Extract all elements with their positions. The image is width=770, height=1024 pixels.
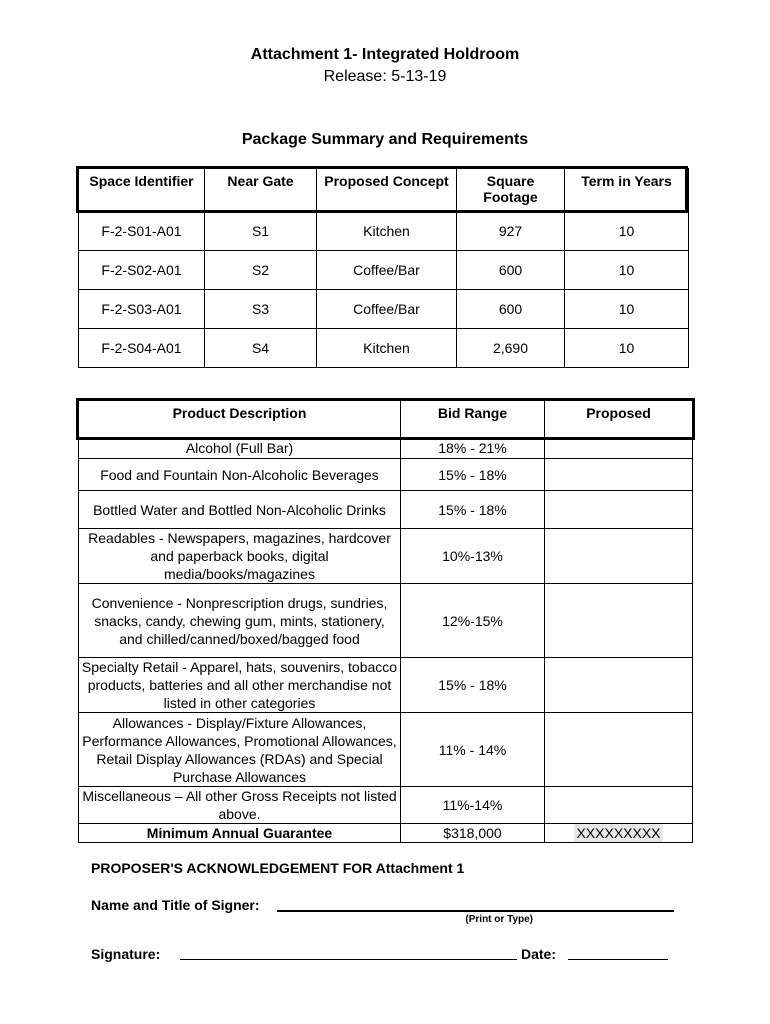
- section-title: Package Summary and Requirements: [241, 131, 529, 148]
- col-product-description: Product Description: [79, 401, 401, 438]
- cell: 11% - 14%: [401, 713, 545, 787]
- cell: 10: [565, 212, 689, 251]
- proposed-input-cell[interactable]: [545, 658, 693, 713]
- table-row: [79, 212, 689, 251]
- acknowledgement-heading: PROPOSER'S ACKNOWLEDGEMENT FOR Attachment 1: [91, 860, 465, 876]
- table-row: [79, 529, 693, 584]
- proposed-input-cell[interactable]: [545, 713, 693, 787]
- document-title: Attachment 1- Integrated Holdroom: [250, 46, 520, 63]
- cell: 600: [457, 251, 565, 290]
- cell: S1: [205, 212, 317, 251]
- table-row: [79, 787, 693, 824]
- cell: 10: [565, 290, 689, 329]
- cell: 15% - 18%: [401, 658, 545, 713]
- cell: 12%-15%: [401, 584, 545, 658]
- cell: Coffee/Bar: [317, 251, 457, 290]
- table-row: [79, 438, 693, 459]
- col-bid-range: Bid Range: [401, 401, 545, 438]
- cell: S3: [205, 290, 317, 329]
- signature-label: Signature:: [91, 946, 161, 962]
- minimum-guarantee-proposed: [545, 824, 693, 843]
- cell: S2: [205, 251, 317, 290]
- proposed-input-cell[interactable]: [545, 787, 693, 824]
- table-row: [79, 329, 689, 368]
- cell: Alcohol (Full Bar): [79, 438, 401, 459]
- table-row: [79, 713, 693, 787]
- cell: 11%-14%: [401, 787, 545, 824]
- table-row: [79, 251, 689, 290]
- col-term-in-years: Term in Years: [565, 169, 689, 212]
- col-space-identifier: Space Identifier: [79, 169, 205, 212]
- date-field[interactable]: [568, 959, 668, 960]
- table-row: [79, 290, 689, 329]
- cell: 10%-13%: [401, 529, 545, 584]
- table-row: [79, 459, 693, 491]
- cell: 927: [457, 212, 565, 251]
- spaces-header-row: [79, 169, 689, 212]
- cell: S4: [205, 329, 317, 368]
- col-near-gate: Near Gate: [205, 169, 317, 212]
- cell: 600: [457, 290, 565, 329]
- table-row: [79, 584, 693, 658]
- cell: 10: [565, 251, 689, 290]
- cell: F-2-S04-A01: [79, 329, 205, 368]
- cell: 2,690: [457, 329, 565, 368]
- date-label: Date:: [521, 946, 557, 962]
- cell: Miscellaneous – All other Gross Receipts not listed above.: [79, 787, 401, 824]
- spaces-table: [78, 168, 689, 368]
- products-table: [78, 400, 693, 843]
- col-square-footage: Square Footage: [457, 169, 565, 212]
- cell: 10: [565, 329, 689, 368]
- proposed-input-cell[interactable]: [545, 491, 693, 529]
- cell: Allowances - Display/Fixture Allowances, Performance Allowances, Promotional Allowances, Retail Display Allowances (RDAs) and Special Purchase Allowances: [79, 713, 401, 787]
- cell: Readables - Newspapers, magazines, hardcover and paperback books, digital media/books/magazines: [79, 529, 401, 584]
- table-row: [79, 658, 693, 713]
- cell: Kitchen: [317, 212, 457, 251]
- proposed-input-cell[interactable]: [545, 529, 693, 584]
- release-date: Release: 5-13-19: [323, 68, 447, 85]
- cell: F-2-S03-A01: [79, 290, 205, 329]
- cell: Specialty Retail - Apparel, hats, souvenirs, tobacco products, batteries and all other merchandise not listed in other categories: [79, 658, 401, 713]
- proposed-input-cell[interactable]: [545, 459, 693, 491]
- redacted-value: XXXXXXXXX: [576, 825, 661, 841]
- col-proposed: Proposed: [545, 401, 693, 438]
- cell: 18% - 21%: [401, 438, 545, 459]
- cell: F-2-S02-A01: [79, 251, 205, 290]
- cell: 15% - 18%: [401, 459, 545, 491]
- col-proposed-concept: Proposed Concept: [317, 169, 457, 212]
- signature-field[interactable]: [180, 959, 517, 960]
- cell: F-2-S01-A01: [79, 212, 205, 251]
- cell: Food and Fountain Non-Alcoholic Beverages: [79, 459, 401, 491]
- minimum-guarantee-bid: $318,000: [401, 824, 545, 843]
- cell: 15% - 18%: [401, 491, 545, 529]
- products-header-row: [79, 401, 693, 438]
- print-or-type-hint: (Print or Type): [465, 914, 533, 925]
- proposed-input-cell[interactable]: [545, 584, 693, 658]
- table-row: [79, 491, 693, 529]
- cell: Coffee/Bar: [317, 290, 457, 329]
- cell: Bottled Water and Bottled Non-Alcoholic Drinks: [79, 491, 401, 529]
- name-title-label: Name and Title of Signer:: [91, 897, 260, 913]
- name-title-field[interactable]: [277, 910, 674, 912]
- minimum-guarantee-label: Minimum Annual Guarantee: [79, 824, 401, 843]
- minimum-guarantee-row: [79, 824, 693, 843]
- cell: Kitchen: [317, 329, 457, 368]
- proposed-input-cell[interactable]: [545, 438, 693, 459]
- cell: Convenience - Nonprescription drugs, sundries, snacks, candy, chewing gum, mints, stationery, and chilled/canned/boxed/bagged food: [79, 584, 401, 658]
